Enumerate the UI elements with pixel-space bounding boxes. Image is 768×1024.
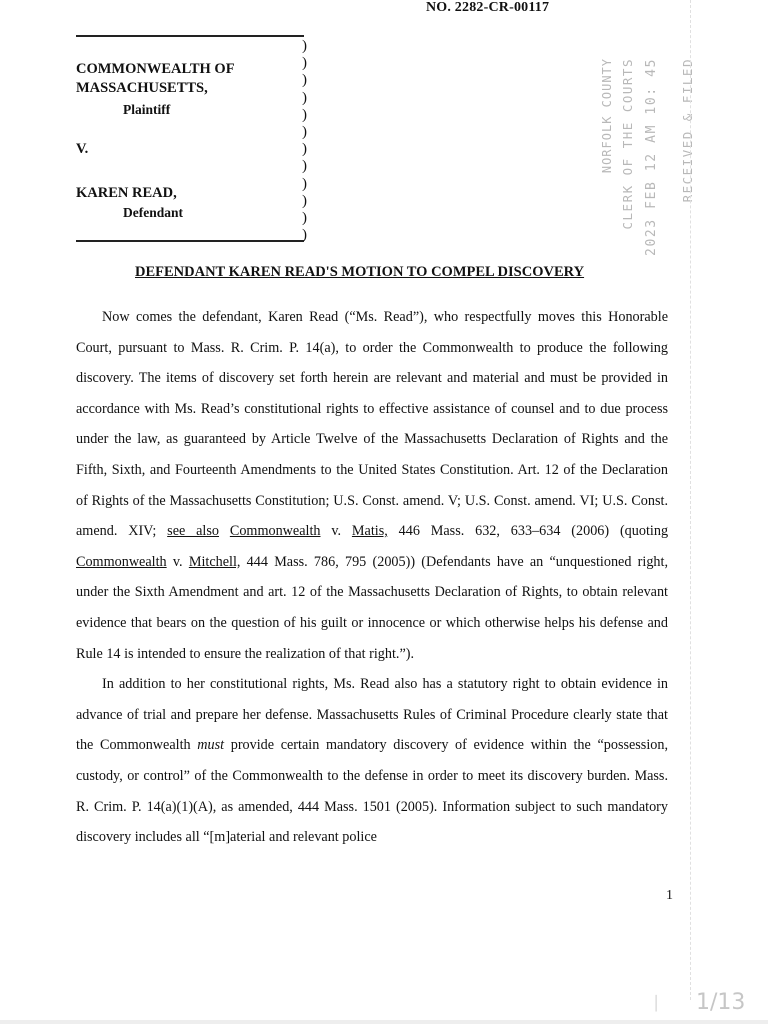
case-name-mitchell: Mitchell, — [188, 553, 241, 570]
paragraph-1: Now comes the defendant, Karen Read (“Ms. Read”), who respectfully moves this Honorable Court, pursuant to Mass. R. Crim. P. 14(a), to order the Commonwealth to produce the following discovery. The items of discovery set forth herein are relevant and material and must be provided in accordance with Ms. Read’s constitutional rights to effective assistance of counsel and to due process under the law, as guaranteed by Article Twelve of the Massachusetts Declaration of Rights and the Fifth, Sixth, and Fourteenth Amendments to the United States Constitution. Art. 12 of the Declaration of Rights of the Massachusetts Constitution; U.S. Const. amend. V; U.S. Const. amend. VI; U.S. Const. amend. XIV; see also Commonwealth v. Matis, 446 Mass. 632, 633–634 (2006) (quoting Commonwealth v. Mitchell, 444 Mass. 786, 795 (2005)) (Defendants have an “unquestioned right, under the Sixth Amendment and art. 12 of the Massachusetts Declaration of Rights, to obtain relevant evidence that bears on the question of his guilt or innocence or which otherwise helps his defense and Rule 14 is intended to ensure the realization of that right.”). — [76, 309, 669, 662]
plaintiff-name: COMMONWEALTH OF MASSACHUSETTS, — [76, 61, 235, 96]
caption-parens: ) ) ) ) ) ) ) ) ) ) ) ) — [302, 38, 307, 244]
page-number: 1 — [666, 888, 673, 903]
versus: V. — [76, 141, 89, 157]
caption-rule-bottom — [76, 240, 304, 242]
defendant-role: Defendant — [123, 205, 183, 220]
case-name-matis: Matis, — [351, 523, 388, 540]
plaintiff-role: Plaintiff — [123, 102, 171, 117]
docket-number: NO. 2282-CR-00117 — [426, 0, 550, 15]
viewer-bottom-bar — [0, 1020, 768, 1024]
citation-signal: see also — [167, 523, 219, 540]
motion-body — [76, 302, 668, 853]
defendant-name: KAREN READ, — [76, 185, 177, 201]
viewer-scroll-tick: │ — [652, 996, 661, 1012]
clerk-filing-stamp: NORFOLK COUNTY CLERK OF THE COURTS 2023 FEB 12 AM 10: 45 RECEIVED & FILED — [600, 58, 695, 256]
caption-rule-top — [76, 35, 304, 37]
scan-edge-marks — [690, 0, 707, 1000]
paragraph-2: In addition to her constitutional rights, Ms. Read also has a statutory right to obtain evidence in advance of trial and prepare her defense. Massachusetts Rules of Criminal Procedure clearly state that the Commonwealth must provide certain mandatory discovery of evidence within the “possession, custody, or control” of the Commonwealth to the defense in order to meet its discovery burden. Mass. R. Crim. P. 14(a)(1)(A), as amended, 444 Mass. 1501 (2005). Information subject to such mandatory discovery includes all “[m]aterial and relevant police — [76, 676, 669, 846]
motion-title: DEFENDANT KAREN READ'S MOTION TO COMPEL DISCOVERY — [135, 264, 585, 280]
viewer-page-counter: 1/13 — [696, 990, 746, 1015]
